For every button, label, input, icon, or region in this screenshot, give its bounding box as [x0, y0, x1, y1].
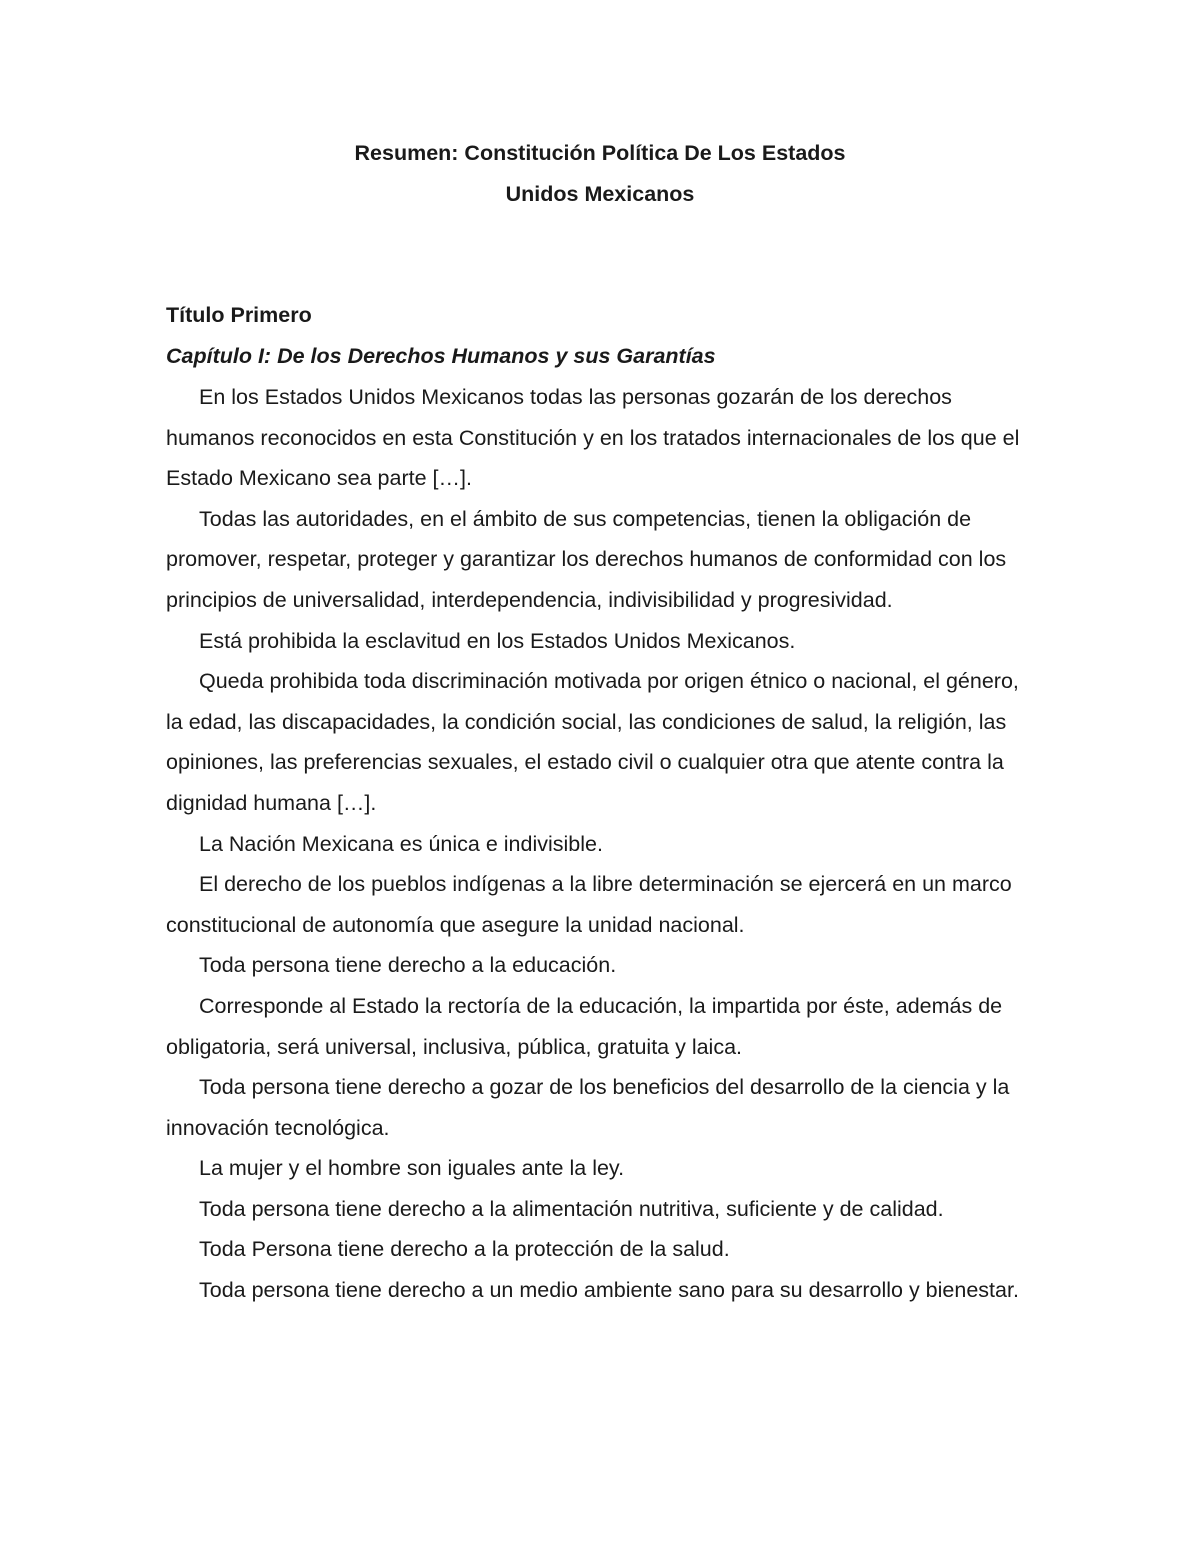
paragraph-authorities-obligation: Todas las autoridades, en el ámbito de sus competencias, tienen la obligación de promover, respetar, proteger y garantizar los derechos humanos de conformidad con los principios de universalidad, interdependencia, indivisibilidad y progresividad. — [166, 506, 1007, 612]
paragraph-healthy-environment: Toda persona tiene derecho a un medio ambiente sano para su desarrollo y bienestar. — [199, 1278, 1019, 1303]
document-title — [166, 133, 1034, 215]
paragraph-indigenous-self-determination: El derecho de los pueblos indígenas a la libre determinación se ejercerá en un marco constitucional de autonomía que asegure la unidad nacional. — [166, 872, 1012, 937]
chapter-heading: Capítulo I: De los Derechos Humanos y sus Garantías — [166, 344, 716, 368]
paragraph-gender-equality: La mujer y el hombre son iguales ante la ley. — [199, 1156, 625, 1181]
paragraph-state-education: Corresponde al Estado la rectoría de la educación, la impartida por éste, además de obligatoria, será universal, inclusiva, pública, gratuita y laica. — [166, 993, 1003, 1059]
section-heading: Título Primero — [166, 303, 312, 327]
document-title-line-1: Resumen: Constitución Política De Los Estados — [354, 141, 846, 165]
paragraph-discrimination-prohibited: Queda prohibida toda discriminación motivada por origen étnico o nacional, el género, la edad, las discapacidades, la condición social, las condiciones de salud, la religión, las opiniones, las preferencias sexuales, el estado civil o cualquier otra que atente contra la dignidad humana […]. — [166, 669, 1019, 815]
paragraph-slavery-prohibited: Está prohibida la esclavitud en los Estados Unidos Mexicanos. — [199, 628, 796, 653]
document-title-line-2: Unidos Mexicanos — [505, 182, 695, 206]
paragraph-nation-indivisible: La Nación Mexicana es única e indivisible. — [199, 831, 603, 856]
paragraph-right-to-health: Toda Persona tiene derecho a la protección de la salud. — [199, 1237, 730, 1262]
paragraph-science-benefits: Toda persona tiene derecho a gozar de los beneficios del desarrollo de la ciencia y la innovación tecnológica. — [166, 1075, 1010, 1140]
paragraph-right-to-food: Toda persona tiene derecho a la alimentación nutritiva, suficiente y de calidad. — [199, 1196, 944, 1221]
paragraph-right-to-education: Toda persona tiene derecho a la educación. — [199, 953, 617, 978]
paragraph-human-rights: En los Estados Unidos Mexicanos todas las personas gozarán de los derechos humanos reconocidos en esta Constitución y en los tratados internacionales de los que el Estado Mexicano sea parte […]. — [166, 385, 1020, 491]
document-body — [166, 377, 1034, 1311]
